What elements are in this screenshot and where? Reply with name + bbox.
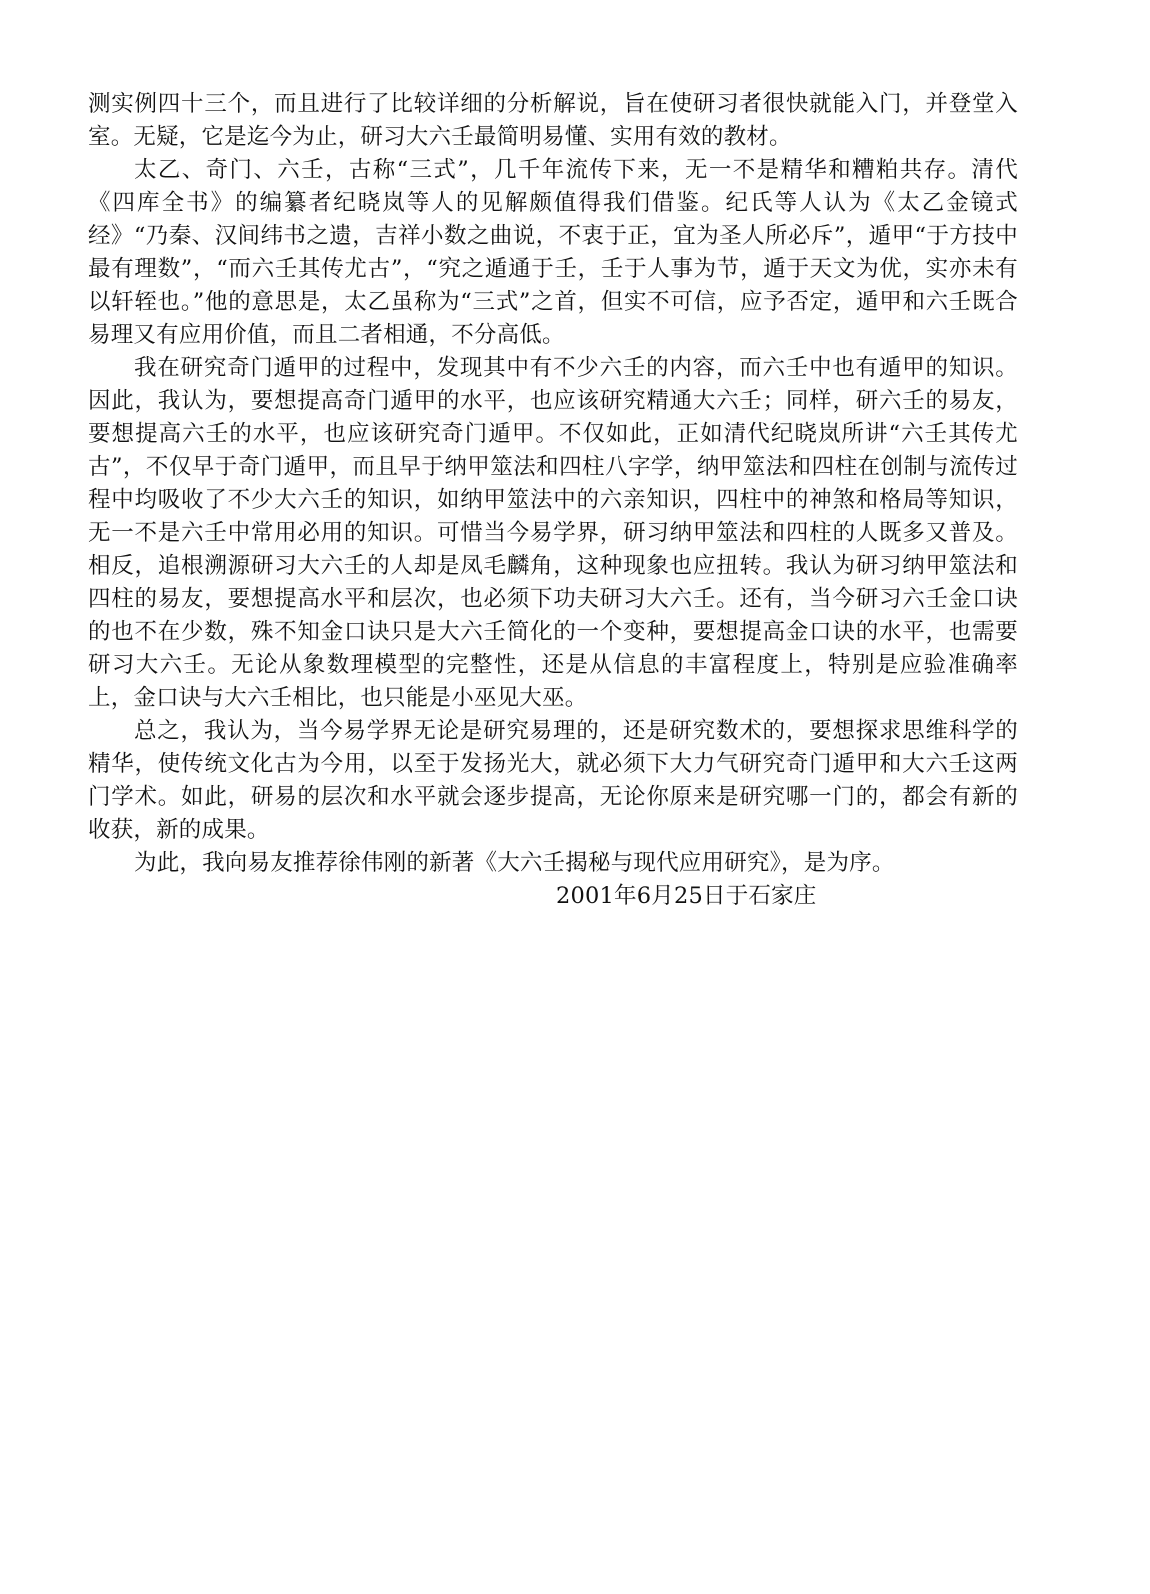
paragraph-conclusion: 总之，我认为，当今易学界无论是研究易理的，还是研究数术的，要想探求思维科学的精华，使传统文化古为今用，以至于发扬光大，就必须下大力气研究奇门遁甲和大六壬这两门学术。如此，研易的层次和水平就会逐步提高，无论你原来是研究哪一门的，都会有新的收获，新的成果。 xyxy=(88,718,1018,843)
preface-body xyxy=(88,88,1018,913)
paragraph-continuation: 测实例四十三个，而且进行了比较详细的分析解说，旨在使研习者很快就能入门，并登堂入室。无疑，它是迄今为止，研习大六壬最简明易懂、实用有效的教材。 xyxy=(88,91,1018,150)
signature-date-place: 2001年6月25日于石家庄 xyxy=(556,883,817,909)
paragraph-recommendation: 为此，我向易友推荐徐伟刚的新著《大六壬揭秘与现代应用研究》，是为序。 xyxy=(134,850,895,876)
paragraph-three-styles: 太乙、奇门、六壬，古称“三式”，几千年流传下来，无一不是精华和糟粕共存。清代《四库全书》的编纂者纪晓岚等人的见解颇值得我们借鉴。纪氏等人认为《太乙金镜式经》“乃秦、汉间纬书之遗，吉祥小数之曲说，不衷于正，宜为圣人所必斥”，遁甲“于方技中最有理数”，“而六壬其传尤古”，“究之遁通于壬，壬于人事为节，遁于天文为优，实亦未有以轩轾也。”他的意思是，太乙虽称为“三式”之首，但实不可信，应予否定，遁甲和六壬既合易理又有应用价值，而且二者相通，不分高低。 xyxy=(88,157,1018,348)
paragraph-qimen-liuren: 我在研究奇门遁甲的过程中，发现其中有不少六壬的内容，而六壬中也有遁甲的知识。因此，我认为，要想提高奇门遁甲的水平，也应该研究精通大六壬；同样，研六壬的易友，要想提高六壬的水平，也应该研究奇门遁甲。不仅如此，正如清代纪晓岚所讲“六壬其传尤古”，不仅早于奇门遁甲，而且早于纳甲筮法和四柱八字学，纳甲筮法和四柱在创制与流传过程中均吸收了不少大六壬的知识，如纳甲筮法中的六亲知识，四柱中的神煞和格局等知识，无一不是六壬中常用必用的知识。可惜当今易学界，研习纳甲筮法和四柱的人既多又普及。相反，追根溯源研习大六壬的人却是凤毛麟角，这种现象也应扭转。我认为研习纳甲筮法和四柱的易友，要想提高水平和层次，也必须下功夫研习大六壬。还有，当今研习六壬金口诀的也不在少数，殊不知金口诀只是大六壬简化的一个变种，要想提高金口诀的水平，也需要研习大六壬。无论从象数理模型的完整性，还是从信息的丰富程度上，特别是应验准确率上，金口诀与大六壬相比，也只能是小巫见大巫。 xyxy=(88,355,1018,711)
